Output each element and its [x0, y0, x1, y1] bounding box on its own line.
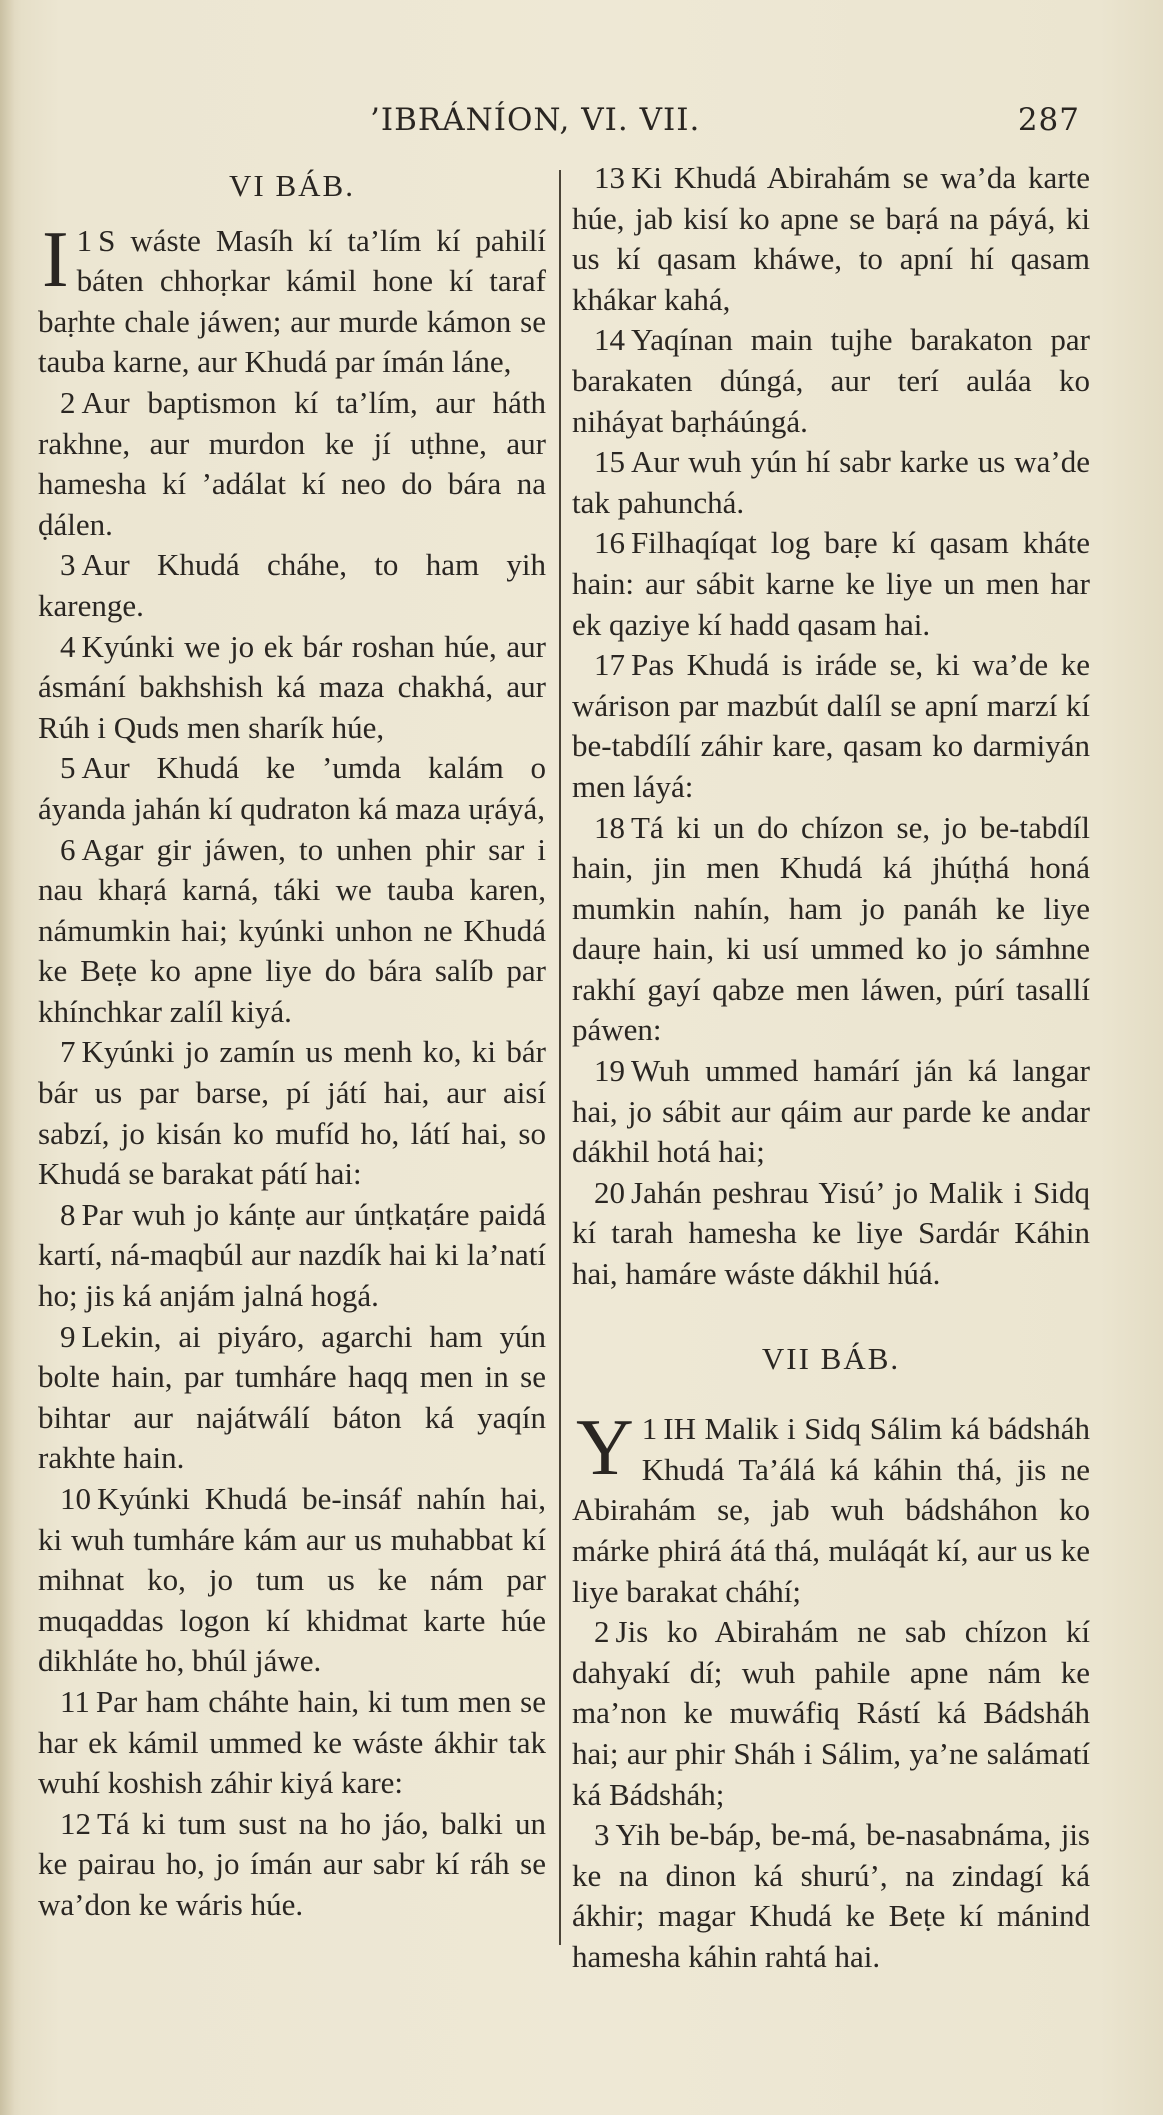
- chapter-7-verse-1: [572, 1404, 1090, 1612]
- right-column: [572, 158, 1090, 1978]
- verse-4: [38, 627, 546, 749]
- verse-text: S wáste Masíh kí ta’lím kí pahilí báten chhoṛkar kámil hone kí taraf baṛhte chale jáwen; aur murde kámon se tauba karne, aur Khudá par ímán láne,: [38, 222, 546, 380]
- verse-number: 4: [60, 628, 76, 664]
- verse-number: 19: [594, 1053, 625, 1089]
- verse-9: [38, 1317, 546, 1479]
- verse-number: 12: [60, 1805, 91, 1841]
- verse-number: 2: [60, 384, 76, 420]
- verse-14: [572, 320, 1090, 442]
- verse-number: 15: [594, 444, 625, 480]
- left-column: [38, 158, 546, 1926]
- verse-text: Jis ko Abirahám ne sab chízon kí dahyakí dí; wuh pahile apne nám ke ma’non ke muwáfiq Rástí ká Bádsháh hai; aur phir Sháh i Sálim, ya’ne salámatí ká Bádsháh;: [572, 1614, 1090, 1812]
- verse-number: 2: [594, 1614, 610, 1650]
- verse-text: Agar gir jáwen, to unhen phir sar i nau khaṛá karná, táki we tauba karen, námumkin hai; kyúnki unhon ne Khudá ke Beṭe ko apne liye do bára salíb par khínchkar zalíl kiyá.: [38, 831, 546, 1029]
- page-number: 287: [1017, 102, 1080, 138]
- verse-text: Pas Khudá is iráde se, ki wa’de ke wárison par mazbút dalíl se apní marzí kí be-tabdílí záhir kare, qasam ko darmiyán men láyá:: [572, 647, 1090, 804]
- verse-text: Kyúnki Khudá be-insáf nahín hai, ki wuh tumháre kám aur us muhabbat kí mihnat ko, jo tum us ke nám par muqaddas logon kí khidmat karte húe dikhláte ho, bhúl jáwe.: [38, 1481, 546, 1679]
- verse-number: 3: [594, 1817, 610, 1853]
- verse-text: Aur baptismon kí ta’lím, aur háth rakhne, aur murdon ke jí uṭhne, aur hamesha kí ’adálat kí neo do bára na ḍálen.: [38, 384, 546, 542]
- verse-18: [572, 808, 1090, 1052]
- chapter-7-verse-2: [572, 1612, 1090, 1815]
- verse-number: 10: [60, 1481, 91, 1516]
- verse-6: [38, 830, 546, 1033]
- drop-cap: I: [42, 215, 69, 304]
- verse-number: 11: [60, 1683, 90, 1719]
- verse-number: 1: [641, 1411, 658, 1447]
- page-edge: [0, 0, 14, 2115]
- verse-text: Yih be-báp, be-má, be-nasabnáma, jis ke na dinon ká shurú’, na zindagí ká ákhir; magar Khudá ke Beṭe kí mánind hamesha káhin rahtá hai.: [572, 1817, 1090, 1974]
- verse-text: Lekin, ai piyáro, agarchi ham yún bolte hain, par tumháre haqq men in se bihtar aur najátwálí báton ká yaqín rakhte hain.: [38, 1318, 546, 1476]
- verse-number: 3: [60, 547, 76, 583]
- verse-19: [572, 1051, 1090, 1173]
- verse-text: Aur wuh yún hí sabr karke us wa’de tak pahunchá.: [572, 444, 1090, 520]
- verse-text: Ki Khudá Abirahám se wa’da karte húe, jab kisí ko apne se baṛá na páyá, ki us kí qasam kháwe, to apní hí qasam khákar kahá,: [572, 160, 1090, 317]
- verse-20: [572, 1173, 1090, 1295]
- verse-text: Jahán peshrau Yisú’ jo Malik i Sidq kí tarah hamesha ke liye Sardár Káhin hai, hamáre wáste dákhil húá.: [572, 1174, 1090, 1292]
- verse-number: 13: [594, 160, 625, 195]
- verse-text: Par wuh jo kánṭe aur únṭkaṭáre paidá kartí, ná-maqbúl aur nazdík hai ki la’natí ho; jis ká anjám jalná hogá.: [38, 1196, 546, 1314]
- verse-10: [38, 1479, 546, 1682]
- verse-number: 1: [76, 222, 93, 258]
- verse-2: [38, 383, 546, 545]
- chapter-7-verse-3: [572, 1815, 1090, 1977]
- verse-text: Aur Khudá cháhe, to ham yih karenge.: [38, 547, 546, 623]
- verse-number: 20: [594, 1174, 625, 1210]
- verse-number: 14: [594, 322, 625, 358]
- verse-number: 17: [594, 647, 625, 683]
- verse-number: 7: [60, 1034, 76, 1070]
- verse-13: [572, 158, 1090, 320]
- verse-text: Wuh ummed hamárí ján ká langar hai, jo sábit aur qáim aur parde ke andar dákhil hotá hai;: [572, 1053, 1090, 1170]
- verse-number: 16: [594, 525, 625, 561]
- verse-8: [38, 1195, 546, 1317]
- verse-text: Kyúnki we jo ek bár roshan húe, aur ásmání bakhshish ká maza chakhá, aur Rúh i Quds men sharík húe,: [38, 628, 546, 745]
- running-title: ’IBRÁNÍON, VI. VII.: [370, 102, 701, 138]
- verse-11: [38, 1682, 546, 1804]
- verse-5: [38, 748, 546, 829]
- verse-text: IH Malik i Sidq Sálim ká bádsháh Khudá Ta’álá ká káhin thá, jis ne Abirahám se, jab wuh bádsháhon ko márke phirá átá thá, muláqát kí, aur us ke liye barakat cháhí;: [572, 1411, 1090, 1609]
- verse-15: [572, 442, 1090, 523]
- verse-7: [38, 1032, 546, 1194]
- drop-cap: Y: [576, 1404, 634, 1493]
- chapter-heading-vi: VI BÁB.: [229, 168, 355, 203]
- verse-text: Yaqínan main tujhe barakaton par barakaten dúngá, aur terí auláa ko niháyat baṛháúngá.: [572, 322, 1090, 439]
- chapter-heading-vii: VII BÁB.: [761, 1340, 901, 1376]
- verse-16: [572, 523, 1090, 645]
- verse-text: Aur Khudá ke ’umda kalám o áyanda jahán kí qudraton ká maza uṛáyá,: [38, 750, 546, 826]
- verse-3: [38, 545, 546, 626]
- verse-17: [572, 645, 1090, 807]
- verse-12: [38, 1804, 546, 1926]
- verse-number: 9: [60, 1318, 76, 1354]
- verse-number: 18: [594, 809, 625, 845]
- verse-number: 6: [60, 831, 76, 867]
- verse-number: 5: [60, 750, 76, 786]
- verse-text: Filhaqíqat log baṛe kí qasam kháte hain: aur sábit karne ke liye un men har ek qaziye kí hadd qasam hai.: [572, 525, 1090, 642]
- column-divider: [559, 170, 561, 1945]
- verse-text: Par ham cháhte hain, ki tum men se har ek kámil ummed ke wáste ákhir tak wuhí koshish záhir kiyá kare:: [38, 1683, 546, 1801]
- verse-text: Tá ki tum sust na ho jáo, balki un ke pairau ho, jo ímán aur sabr kí ráh se wa’don ke wáris húe.: [38, 1805, 546, 1922]
- verse-text: Kyúnki jo zamín us menh ko, ki bár bár us par barse, pí játí hai, aur aisí sabzí, jo kisán ko mufíd ho, látí hai, so Khudá se barakat pátí hai:: [38, 1034, 546, 1192]
- running-header: [360, 102, 1080, 148]
- verse-number: 8: [60, 1196, 76, 1232]
- verse-text: Tá ki un do chízon se, jo be-tabdíl hain, jin men Khudá ká jhúṭhá honá mumkin nahín, ham jo panáh ke liye dauṛe hain, ki usí ummed ko jo sámhne rakhí gayí qabze men láwen, púrí tasallí páwen:: [572, 809, 1090, 1048]
- verse-1: [38, 215, 546, 383]
